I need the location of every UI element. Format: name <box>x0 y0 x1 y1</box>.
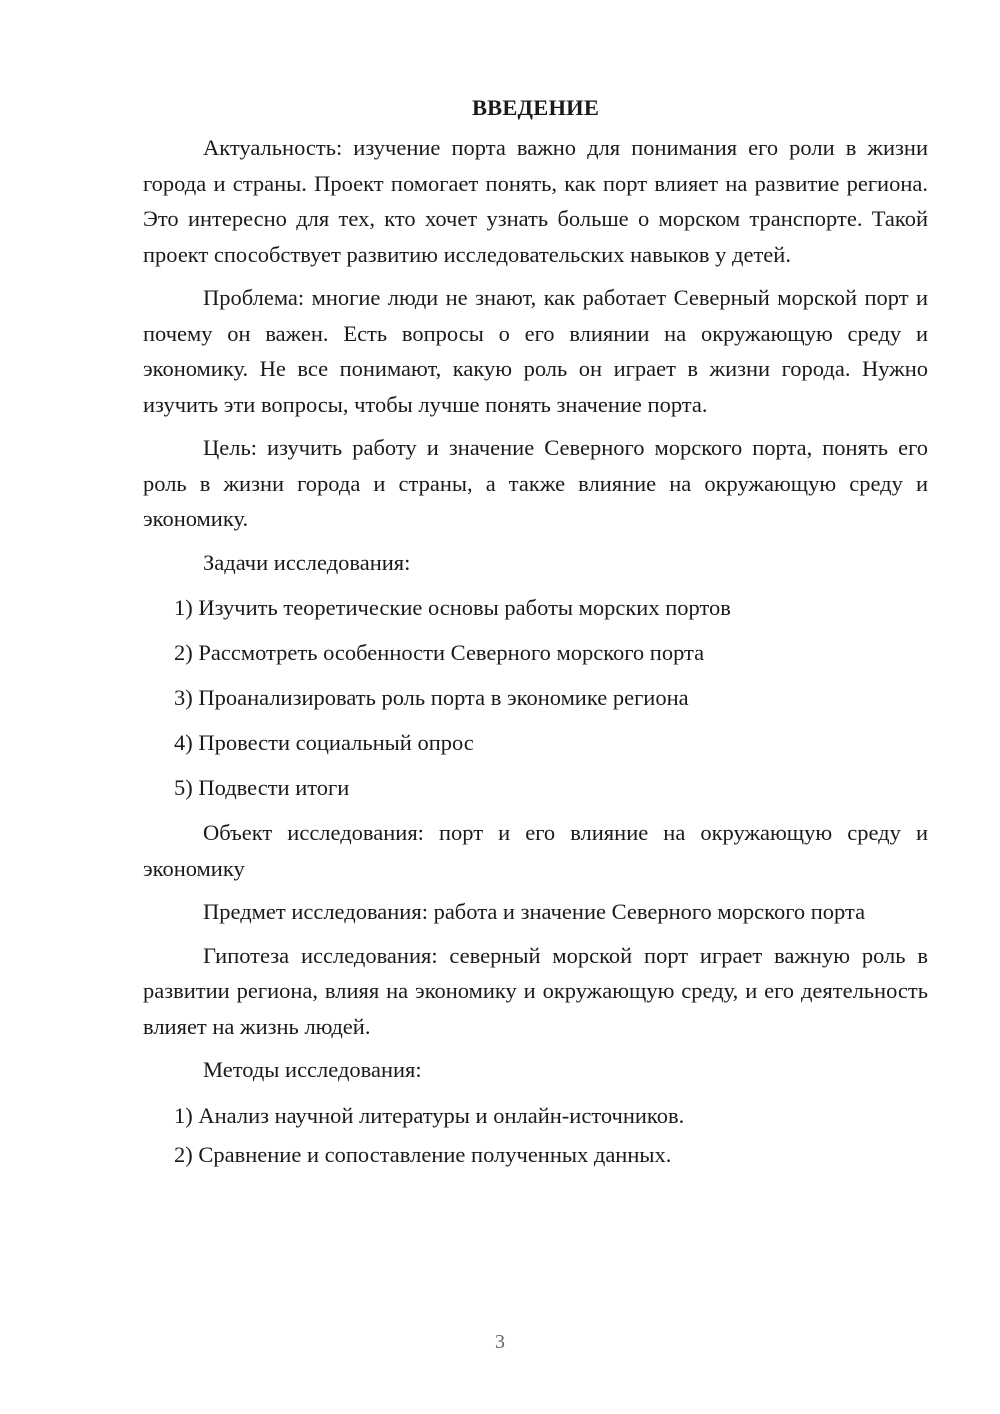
methods-heading: Методы исследования: <box>203 1057 422 1083</box>
task-item: 2) Рассмотреть особенности Северного морского порта <box>174 640 705 666</box>
hypothesis-paragraph: Гипотеза исследования: северный морской порт играет важную роль в развитии региона, влияя на экономику и окружающую среду, и его деятельность влияет на жизнь людей. <box>143 942 928 1039</box>
subject-paragraph: Предмет исследования: работа и значение Северного морского порта <box>203 899 866 925</box>
task-item: 3) Проанализировать роль порта в экономике региона <box>174 685 689 711</box>
page-content <box>143 90 928 1177</box>
method-item: 1) Анализ научной литературы и онлайн-источников. <box>174 1102 685 1128</box>
page-number: 3 <box>495 1331 505 1353</box>
goal-paragraph: Цель: изучить работу и значение Северного морского порта, понять его роль в жизни города и страны, а также влияние на окружающую среду и экономику. <box>143 435 928 531</box>
page-title: ВВЕДЕНИЕ <box>471 95 600 120</box>
task-item: 5) Подвести итоги <box>174 775 350 801</box>
method-item: 2) Сравнение и сопоставление полученных данных. <box>174 1142 672 1168</box>
task-item: 1) Изучить теоретические основы работы морских портов <box>174 595 731 620</box>
tasks-list <box>143 590 928 806</box>
problem-paragraph: Проблема: многие люди не знают, как работает Северный морской порт и почему он важен. Есть вопросы о его влиянии на окружающую среду и экономику. Не все понимают, какую роль он играет в жизни города. Нужно изучить эти вопросы, чтобы лучше понять значение порта. <box>143 285 928 417</box>
methods-list <box>143 1098 928 1173</box>
object-paragraph: Объект исследования: порт и его влияние на окружающую среду и экономику <box>143 820 928 881</box>
tasks-heading: Задачи исследования: <box>203 549 411 575</box>
relevance-paragraph: Актуальность: изучение порта важно для понимания его роли в жизни города и страны. Проект помогает понять, как порт влияет на развитие региона. Это интересно для тех, кто хочет узнать больше о морском транспорте. Такой проект способствует развитию исследовательских навыков у детей. <box>143 135 928 267</box>
task-item: 4) Провести социальный опрос <box>174 730 474 756</box>
